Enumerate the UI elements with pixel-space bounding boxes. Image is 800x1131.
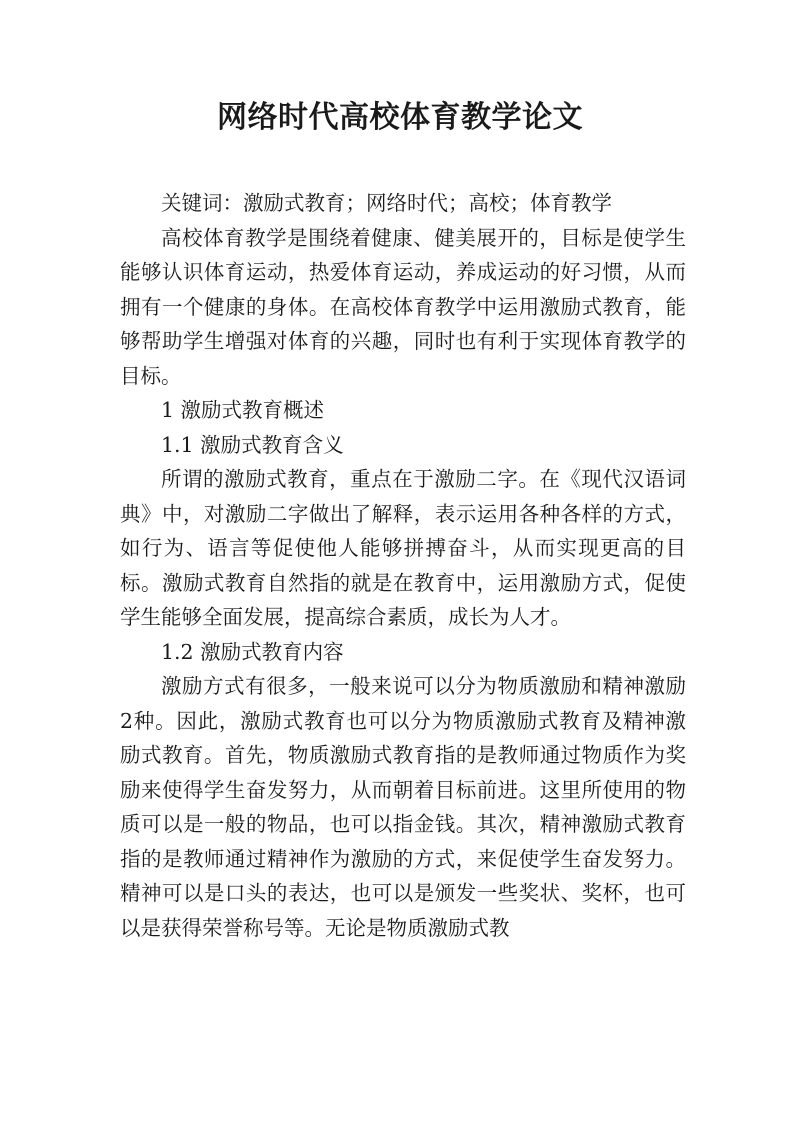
subsection-paragraph: 激励方式有很多，一般来说可以分为物质激励和精神激励2种。因此，激励式教育也可以分为物质激励式教育及精神激励式教育。首先，物质激励式教育指的是教师通过物质作为奖励来使得学生奋发努力，从而朝着目标前进。这里所使用的物质可以是一般的物品，也可以指金钱。其次，精神激励式教育指的是教师通过精神作为激励的方式，来促使学生奋发努力。精神可以是口头的表达，也可以是颁发一些奖状、奖杯，也可以是获得荣誉称号等。无论是物质激励式教 (120, 674, 686, 940)
subsection-heading: 1.1 激励式教育含义 (161, 432, 344, 457)
keywords-paragraph: 关键词：激励式教育；网络时代；高校；体育教学 (161, 191, 612, 215)
document-title: 网络时代高校体育教学论文 (217, 100, 583, 135)
subsection-paragraph: 所谓的激励式教育，重点在于激励二字。在《现代汉语词典》中，对激励二字做出了解释，表示运用各种各样的方式，如行为、语言等促使他人能够拼搏奋斗，从而实现更高的目标。激励式教育自然指的就是在教育中，运用激励方式，促使学生能够全面发展，提高综合素质，成长为人才。 (120, 467, 686, 629)
document-body (120, 186, 686, 945)
intro-paragraph: 高校体育教学是围绕着健康、健美展开的，目标是使学生能够认识体育运动，热爱体育运动，养成运动的好习惯，从而拥有一个健康的身体。在高校体育教学中运用激励式教育，能够帮助学生增强对体育的兴趣，同时也有利于实现体育教学的目标。 (120, 225, 686, 388)
subsection-heading: 1.2 激励式教育内容 (161, 639, 344, 664)
section-heading: 1 激励式教育概述 (161, 398, 325, 422)
